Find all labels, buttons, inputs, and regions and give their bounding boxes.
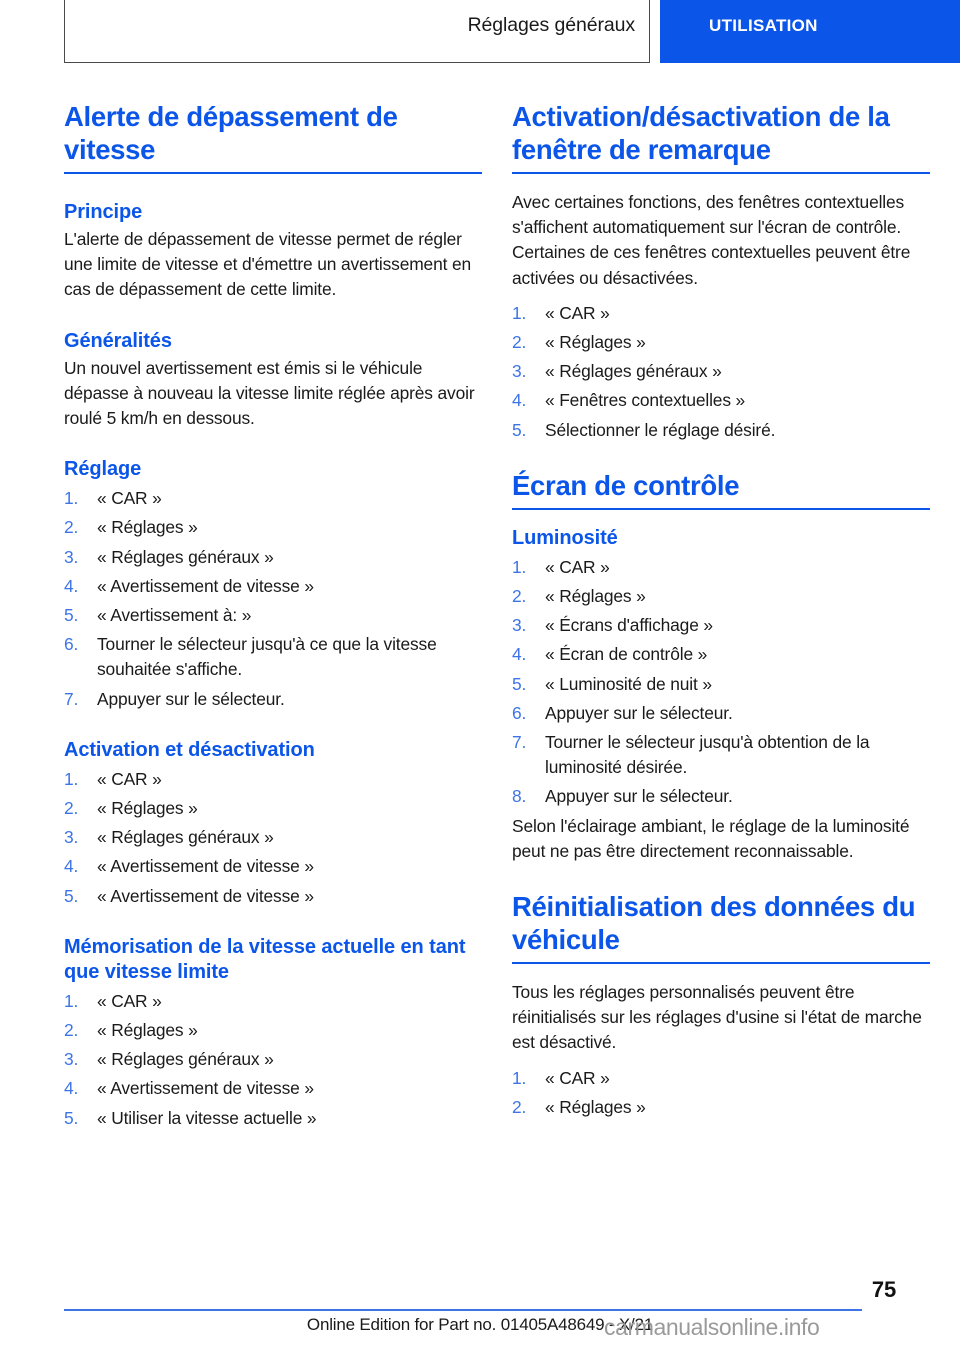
section-reglage (64, 457, 482, 712)
step-list (64, 989, 482, 1131)
list-item: « Réglages » (545, 1096, 646, 1117)
list-item: « Fenêtres contextuelles » (545, 390, 746, 411)
list-item: « Utiliser la vitesse actuelle » (97, 1107, 317, 1128)
list-item: « CAR » (97, 990, 162, 1011)
footer-divider (64, 1309, 862, 1311)
step-list (512, 555, 930, 810)
list-item: « Écran de contrôle » (545, 644, 708, 665)
step-list (512, 1066, 930, 1120)
list-item: « Réglages généraux » (97, 1049, 274, 1070)
page-title: Alerte de dépassement de vitesse (64, 100, 482, 174)
list-item: « Réglages » (97, 517, 198, 538)
list-item: « CAR » (97, 768, 162, 789)
list-item: « Réglages généraux » (545, 361, 722, 382)
section-memorisation (64, 935, 482, 1131)
header-section-tab (660, 0, 960, 63)
list-item: « Avertissement de vitesse » (97, 885, 314, 906)
list-item: « Luminosité de nuit » (545, 673, 712, 694)
list-item: « CAR » (545, 1067, 610, 1088)
section-reinitialisation (512, 980, 930, 1120)
section-activation-desactivation (64, 738, 482, 909)
page-footer (0, 1272, 960, 1362)
section-principe (64, 200, 482, 303)
list-item: « CAR » (545, 556, 610, 577)
page-header (0, 0, 960, 64)
section-paragraph: Un nouvel avertissement est émis si le véhicule dépasse à nouveau la vitesse limite réglée après avoir roulé 5 km/h en dessous. (64, 357, 475, 429)
list-item: « Avertissement à: » (97, 605, 252, 626)
section-luminosite (512, 526, 930, 864)
page-title-secondary: Activation/désactivation de la fenêtre de remarque (512, 100, 930, 174)
header-chapter-label: Réglages généraux (467, 13, 635, 36)
list-item: « Réglages » (97, 1020, 198, 1041)
right-column (512, 100, 930, 1120)
section-paragraph: Tous les réglages personnalisés peuvent être réinitialisés sur les réglages d'usine si l'état de marche est désactivé. (512, 982, 922, 1053)
section-note: Selon l'éclairage ambiant, le réglage de la luminosité peut ne pas être directement reconnaissable. (512, 815, 910, 861)
section-heading: Activation et désactivation (64, 738, 315, 761)
section-fenetre-remarque (512, 190, 930, 443)
section-generalites (64, 329, 482, 432)
list-item: « Réglages » (545, 332, 646, 353)
section-heading: Réglage (64, 458, 142, 481)
list-item: « CAR » (545, 302, 610, 323)
list-item: Tourner le sélecteur jusqu'à obtention de la luminosité désirée. (545, 732, 870, 778)
section-heading: Généralités (64, 329, 172, 352)
page-title-ecran-de-controle: Écran de contrôle (512, 469, 930, 510)
header-chapter-box (64, 0, 650, 63)
section-paragraph: Avec certaines fonctions, des fenêtres contextuelles s'affichent automatiquement sur l'écran de contrôle. Certaines de ces fenêtres contextuelles peuvent être activées ou désactivées. (512, 192, 911, 288)
section-heading: Luminosité (512, 526, 618, 549)
page-number: 75 (871, 1277, 896, 1302)
list-item: « CAR » (97, 488, 162, 509)
header-section-label: UTILISATION (709, 15, 818, 35)
list-item: « Avertissement de vitesse » (97, 1078, 314, 1099)
step-list (64, 486, 482, 712)
step-list (512, 301, 930, 443)
list-item: « Avertissement de vitesse » (97, 856, 314, 877)
section-heading: Principe (64, 201, 143, 223)
footer-edition-text: Online Edition for Part no. 01405A48649 - X/21 (306, 1315, 654, 1334)
step-list (64, 767, 482, 909)
list-item: « Réglages généraux » (97, 827, 274, 848)
list-item: « Réglages » (97, 798, 198, 819)
section-paragraph: L'alerte de dépassement de vitesse permet de régler une limite de vitesse et d'émettre un avertissement en cas de dépassement de cette limite. (64, 229, 472, 300)
section-heading: Mémorisation de la vitesse actuelle en tant que vitesse limite (64, 935, 466, 983)
page-title-reinitialisation: Réinitialisation des données du véhicule (512, 890, 930, 964)
left-column (64, 100, 482, 1131)
list-item: Sélectionner le réglage désiré. (545, 419, 776, 440)
list-item: « Réglages généraux » (97, 546, 274, 567)
list-item: Appuyer sur le sélecteur. (97, 688, 285, 709)
list-item: « Écrans d'affichage » (545, 615, 713, 636)
list-item: « Avertissement de vitesse » (97, 575, 314, 596)
list-item: « Réglages » (545, 586, 646, 607)
footer-watermark: carmanualsonline.info (604, 1314, 820, 1340)
list-item: Tourner le sélecteur jusqu'à ce que la vitesse souhaitée s'affiche. (97, 634, 437, 680)
list-item: Appuyer sur le sélecteur. (545, 786, 733, 807)
list-item: Appuyer sur le sélecteur. (545, 702, 733, 723)
